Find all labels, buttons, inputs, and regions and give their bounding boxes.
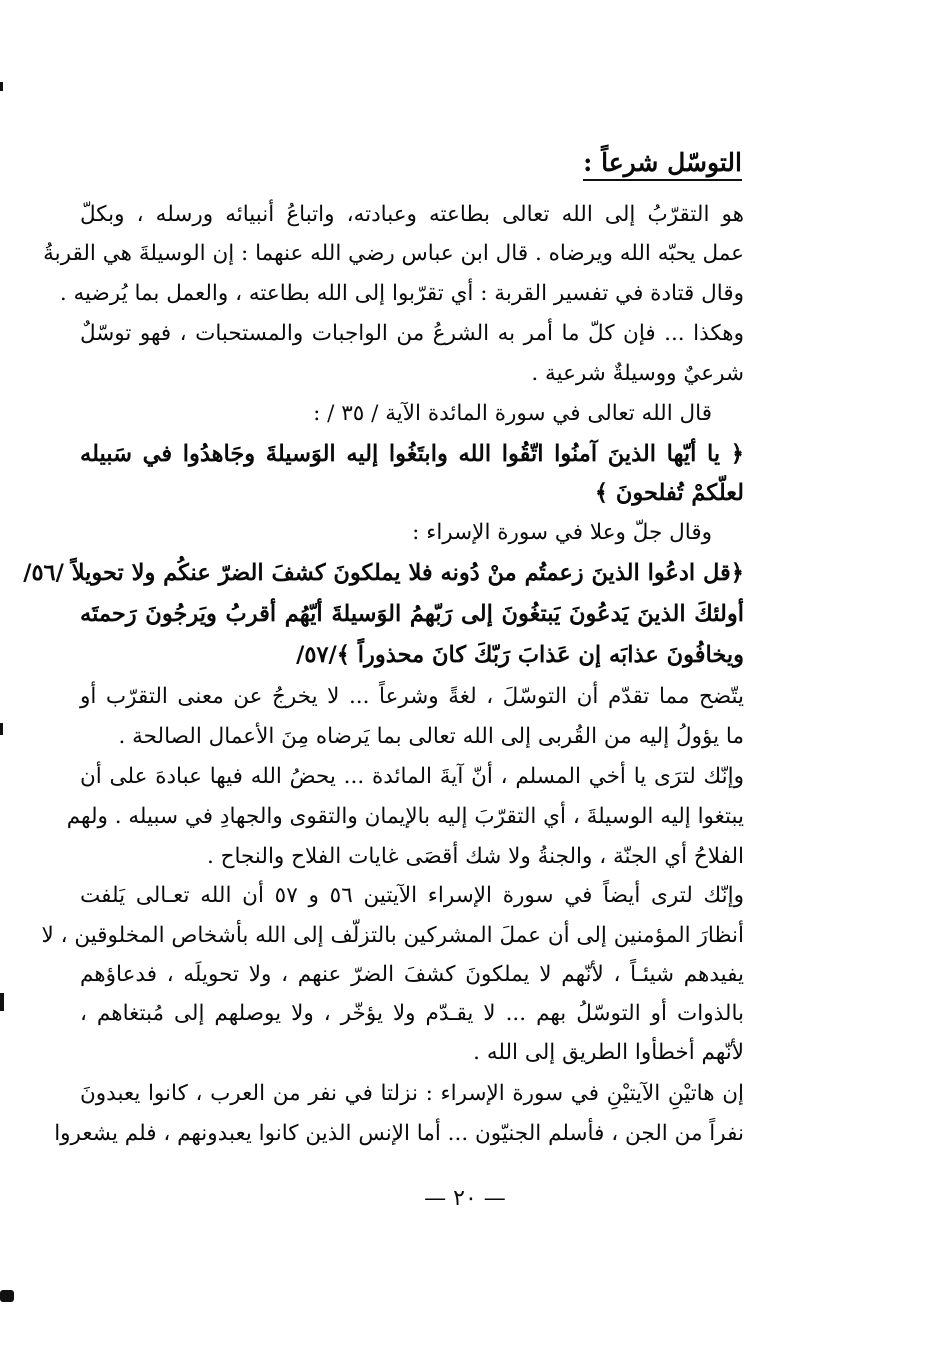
quran-line: لعلّكمْ تُفلحونَ ﴾ (594, 480, 744, 506)
quran-line: ﴿ يا أيّها الذينَ آمنُوا اتّقُوا الله وابتَغُوا إليه الوَسيلةَ وجَاهدُوا في سَبيله (80, 441, 744, 467)
text-line: شرعيٌ ووسيلةٌ شرعية . (531, 361, 744, 386)
text-line: ما يؤولُ إليه من القُربى إلى الله تعالى بما يَرضاه مِنَ الأعمال الصالحة . (118, 724, 744, 749)
text-line: عمل يحبّه الله ويرضاه . قال ابن عباس رضي الله عنهما : إن الوسيلةَ هي القربةُ (43, 241, 744, 266)
scan-mark (0, 993, 4, 1011)
text-line: يتّضح مما تقدّم أن التوسّلَ ، لغةً وشرعاً ... لا يخرجُ عن معنى التقرّب أو (80, 684, 744, 709)
text-line: وإنّك لترى أيضاً في سورة الإسراء الآيتين ٥٦ و ٥٧ أن الله تعـالى يَلفت (80, 883, 744, 908)
text-line: نفراً من الجن ، فأسلم الجنيّون ... أما الإنس الذين كانوا يعبدونهم ، فلم يشعروا (54, 1121, 744, 1146)
text-line: بالذوات أو التوسّلُ بهم ... لا يقـدّم ولا يؤخّر ، ولا يوصلهم إلى مُبتغاهم ، (80, 1001, 744, 1026)
text-line: يبتغوا إليه الوسيلةَ ، أي التقرّبَ إليه بالإيمان والتقوى والجهادِ في سبيله . ولهم (66, 804, 744, 829)
text-line: إن هاتيْنِ الآيتيْنِ في سورة الإسراء : نزلتا في نفر من العرب ، كانوا يعبدونَ (80, 1081, 744, 1106)
quran-line: ويخافُونَ عذابَه إن عَذابَ رَبّكَ كانَ محذوراً ﴾/٥٧/ (296, 642, 744, 668)
text-line: هو التقرّبُ إلى الله تعالى بطاعته وعبادته، واتباعُ أنبيائه ورسله ، وبكلّ (80, 202, 744, 227)
text-line: يفيدهم شيئـاً ، لأنّهم لا يملكونَ كشفَ الضرّ عنهم ، ولا تحويلَه ، فدعاؤهم (80, 962, 744, 987)
section-heading: التوسّل شرعاً : (583, 148, 742, 181)
text-line: أنظارَ المؤمنين إلى أن عملَ المشركين بالتزلّف إلى الله بأشخاص المخلوقين ، لا (41, 923, 744, 948)
text-line: وإنّك لترَى يا أخي المسلم ، أنّ آيةَ المائدة ... يحضُ الله فيها عبادهَ على أن (80, 764, 744, 789)
text-line: وهكذا ... فإن كلّ ما أمر به الشرعُ من الواجبات والمستحبات ، فهو توسّلٌ (80, 321, 744, 346)
text-line: قال الله تعالى في سورة المائدة الآية / ٣٥ / : (313, 401, 712, 426)
text-line: الفلاحُ أي الجنّة ، والجنةُ ولا شك أقصَى غايات الفلاح والنجاح . (206, 844, 744, 869)
quran-line: ﴿قل ادعُوا الذينَ زعمتُم منْ دُونه فلا يملكونَ كشفَ الضرّ عنكُم ولا تحويلاً /٥٦/ (23, 560, 744, 586)
scan-mark (0, 1290, 14, 1302)
scan-mark (0, 723, 3, 735)
page-number: — ٢٠ — (424, 1186, 506, 1211)
scan-mark (0, 82, 3, 91)
text-line: وقال جلّ وعلا في سورة الإسراء : (412, 520, 712, 545)
quran-line: أولئكَ الذينَ يَدعُونَ يَبتغُونَ إلى رَبّهمُ الوَسيلةَ أيّهُم أقربُ ويَرجُونَ رَحمتَه (80, 601, 744, 627)
text-line: لأنّهم أخطأوا الطريق إلى الله . (473, 1040, 744, 1065)
text-line: وقال قتادة في تفسير القربة : أي تقرّبوا إلى الله بطاعته ، والعمل بما يُرضيه . (59, 281, 744, 306)
